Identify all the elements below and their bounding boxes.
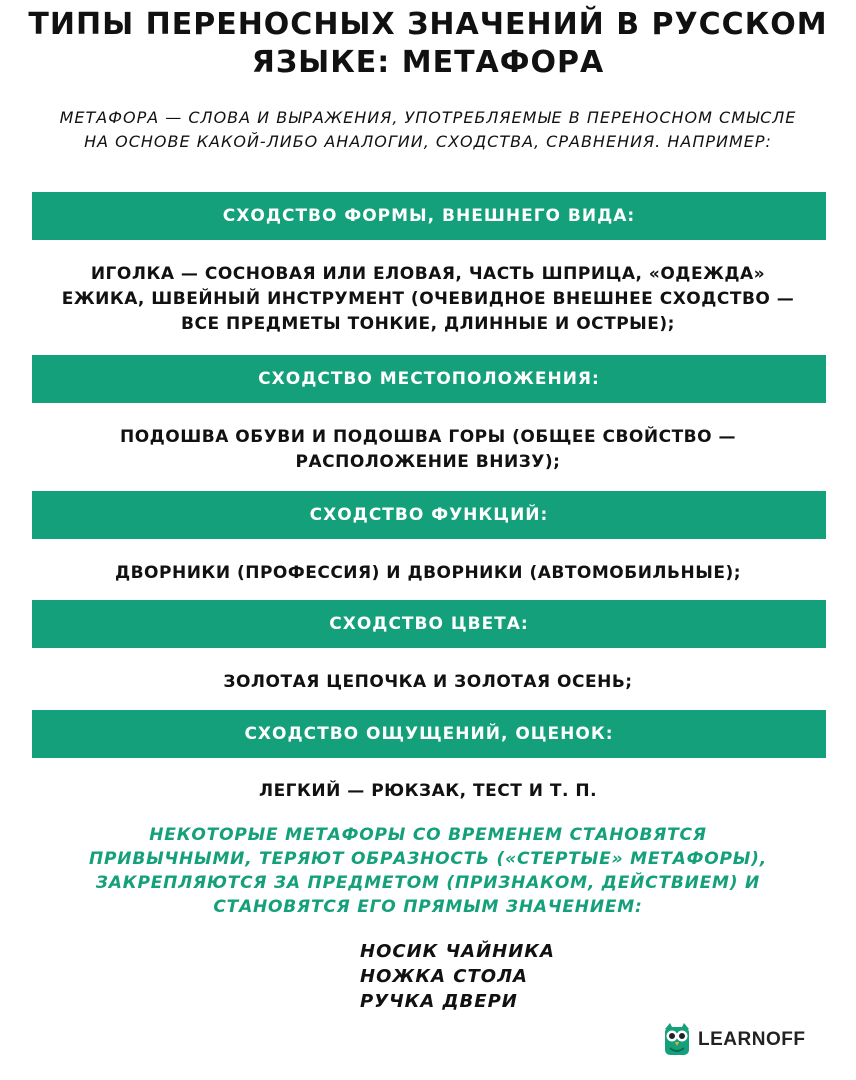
intro-text: МЕТАФОРА — СЛОВА И ВЫРАЖЕНИЯ, УПОТРЕБЛЯЕМЫЕ В ПЕРЕНОСНОМ СМЫСЛЕ НА ОСНОВЕ КАКОЙ-ЛИБО АНАЛОГИИ, СХОДСТВА, СРАВНЕНИЯ. НАПРИМЕР: — [59, 108, 797, 151]
fixed-examples-list — [360, 939, 555, 1014]
section-heading-function: СХОДСТВО ФУНКЦИЙ: — [32, 491, 826, 539]
brand-name: LEARNOFF — [698, 1029, 806, 1050]
brand-logo — [662, 1022, 805, 1058]
section-heading-location: СХОДСТВО МЕСТОПОЛОЖЕНИЯ: — [32, 355, 826, 403]
list-item: РУЧКА ДВЕРИ — [360, 991, 518, 1012]
section-example-location: ПОДОШВА ОБУВИ И ПОДОШВА ГОРЫ (ОБЩЕЕ СВОЙСТВО — РАСПОЛОЖЕНИЕ ВНИЗУ); — [119, 427, 737, 472]
owl-icon — [662, 1023, 692, 1057]
section-heading-sensation: СХОДСТВО ОЩУЩЕНИЙ, ОЦЕНОК: — [32, 710, 826, 758]
section-heading-form: СХОДСТВО ФОРМЫ, ВНЕШНЕГО ВИДА: — [32, 192, 826, 240]
list-item: НОСИК ЧАЙНИКА — [360, 941, 555, 962]
section-example-form: ИГОЛКА — СОСНОВАЯ ИЛИ ЕЛОВАЯ, ЧАСТЬ ШПРИЦА, «ОДЕЖДА» ЕЖИКА, ШВЕЙНЫЙ ИНСТРУМЕНТ (ОЧЕВИДНОЕ ВНЕШНЕЕ СХОДСТВО — ВСЕ ПРЕДМЕТЫ ТОНКИЕ, ДЛИННЫЕ И ОСТРЫЕ); — [61, 264, 795, 334]
section-example-function: ДВОРНИКИ (ПРОФЕССИЯ) И ДВОРНИКИ (АВТОМОБИЛЬНЫЕ); — [114, 563, 742, 583]
list-item: НОЖКА СТОЛА — [360, 966, 528, 987]
section-example-color: ЗОЛОТАЯ ЦЕПОЧКА И ЗОЛОТАЯ ОСЕНЬ; — [223, 672, 633, 692]
section-heading-color: СХОДСТВО ЦВЕТА: — [32, 600, 826, 648]
page-title: ТИПЫ ПЕРЕНОСНЫХ ЗНАЧЕНИЙ В РУССКОМ ЯЗЫКЕ: МЕТАФОРА — [28, 7, 828, 80]
dead-metaphor-note: НЕКОТОРЫЕ МЕТАФОРЫ СО ВРЕМЕНЕМ СТАНОВЯТСЯ ПРИВЫЧНЫМИ, ТЕРЯЮТ ОБРАЗНОСТЬ («СТЕРТЫЕ» МЕТАФОРЫ), ЗАКРЕПЛЯЮТСЯ ЗА ПРЕДМЕТОМ (ПРИЗНАКОМ, ДЕЙСТВИЕМ) И СТАНОВЯТСЯ ЕГО ПРЯМЫМ ЗНАЧЕНИЕМ: — [89, 825, 767, 917]
section-example-sensation: ЛЕГКИЙ — РЮКЗАК, ТЕСТ И Т. П. — [258, 781, 598, 801]
